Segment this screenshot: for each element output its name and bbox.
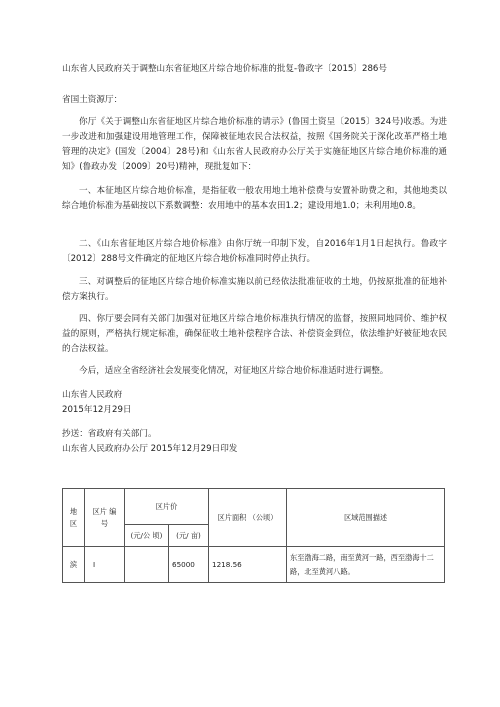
cell-region: 滨 (63, 547, 85, 583)
signature-org: 山东省人民政府 (62, 390, 123, 400)
paragraph-item-1: 一、本征地区片综合地价标准，是指征收一般农用地土地补偿费与安置补助费之和，其他地类以综合地价标准为基础按以下系数调整：农用地中的基本农田1.2；建设用地1.0；未利用地0.8。 (62, 186, 447, 211)
annex-table (62, 488, 445, 583)
paragraph-intro: 你厅《关于调整山东省征地区片综合地价标准的请示》(鲁国土资呈〔2015〕324号)收悉。为进一步改进和加强建设用地管理工作，保障被征地农民合法权益，按照《国务院关于深化改革严格土地管理的决定》(国发〔2004〕28号)和《山东省人民政府办公厅关于实施征地区片综合地价标准的通知》(鲁政办发〔2009〕20号)精神，现批复如下： (62, 117, 447, 172)
paragraph-closing: 今后，适应全省经济社会发展变化情况，对征地区片综合地价标准适时进行调整。 (79, 366, 389, 376)
header-desc: 区域范围描述 (287, 489, 445, 547)
cell-price-mu: 65000 (169, 547, 209, 583)
cell-area: 1218.56 (209, 547, 287, 583)
document-title: 山东省人民政府关于调整山东省征地区片综合地价标准的批复-鲁政字〔2015〕286号 (62, 64, 387, 74)
recipient: 省国土资源厅： (62, 95, 123, 105)
table-header-row (63, 489, 445, 525)
header-region: 地 区 (63, 489, 85, 547)
header-price-per-ha: (元/公 顷) (125, 525, 169, 547)
print-line: 山东省人民政府办公厅 2015年12月29日印发 (62, 444, 238, 454)
paragraph-item-3: 三、对调整后的征地区片综合地价标准实施以前已经依法批准征收的土地，仍按原批准的征地补偿方案执行。 (62, 277, 447, 302)
cell-desc: 东至渤海二路，南至黄河一路，西至渤海十二路，北至黄河八路。 (287, 547, 445, 583)
header-zone-no: 区片 编 号 (85, 489, 125, 547)
header-price-per-mu: (元/ 亩) (169, 525, 209, 547)
paragraph-item-4: 四、你厅要会同有关部门加强对征地区片综合地价标准执行情况的监督，按照同地同价、维护权益的原则，严格执行规定标准，确保征收土地补偿程序合法、补偿资金到位，依法维护好被征地农民的合法权益。 (62, 314, 447, 354)
cell-price-ha (125, 547, 169, 583)
header-area: 区片面积 （公顷） (209, 489, 287, 547)
table-row (63, 547, 445, 583)
cc-line: 抄送：省政府有关部门。 (62, 429, 157, 439)
paragraph-item-2: 二、《山东省征地区片综合地价标准》由你厅统一印制下发，自2016年1月1日起执行。鲁政字〔2012〕288号文件确定的征地区片综合地价标准同时停止执行。 (62, 239, 447, 264)
signature-date: 2015年12月29日 (62, 405, 132, 415)
header-price: 区片价 (125, 489, 209, 525)
cell-zone-no: Ⅰ (85, 547, 125, 583)
